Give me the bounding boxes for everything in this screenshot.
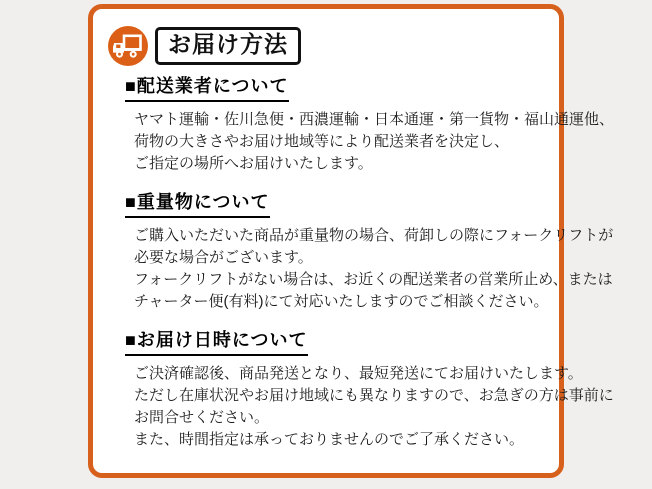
section-title: ■配送業者について xyxy=(125,72,289,102)
section-title: ■お届け日時について xyxy=(125,326,308,356)
body-text-line: また、時間指定は承っておりませんのでご了承ください。 xyxy=(134,431,525,448)
body-text-line: フォークリフトがない場合は、お近くの配送業者の営業所止め、または xyxy=(134,271,613,288)
delivery-section-1 xyxy=(125,188,614,313)
body-text-line: ご購入いただいた商品が重量物の場合、荷卸しの際にフォークリフトが xyxy=(134,227,614,244)
section-title: ■重量物について xyxy=(125,188,270,218)
body-text-line: ただし在庫状況やお届け地域にも異なりますので、お急ぎの方は事前に xyxy=(134,387,614,404)
delivery-section-2 xyxy=(125,326,614,451)
body-text-line: 必要な場合がございます。 xyxy=(134,249,313,266)
body-text-line: ヤマト運輸・佐川急便・西濃運輸・日本通運・第一貨物・福山通運他、 xyxy=(134,111,615,128)
body-text-line: ご決済確認後、商品発送となり、最短発送にてお届けいたします。 xyxy=(134,365,583,382)
truck-icon xyxy=(108,26,148,66)
body-text-line: 荷物の大きさやお届け地域等により配送業者を決定し、 xyxy=(134,133,510,150)
page-title: お届け方法 xyxy=(155,27,301,64)
section-body xyxy=(134,363,614,451)
body-text-line: ご指定の場所へお届けいたします。 xyxy=(134,155,373,172)
sections-container xyxy=(125,72,615,451)
section-body xyxy=(134,109,615,175)
delivery-section-0 xyxy=(125,72,615,175)
body-text-line: チャーター便(有料)にて対応いたしますのでご相談ください。 xyxy=(134,293,549,310)
panel-header xyxy=(108,26,541,66)
delivery-info-panel xyxy=(88,4,615,478)
section-body xyxy=(134,225,614,313)
body-text-line: お問合せください。 xyxy=(134,409,270,426)
